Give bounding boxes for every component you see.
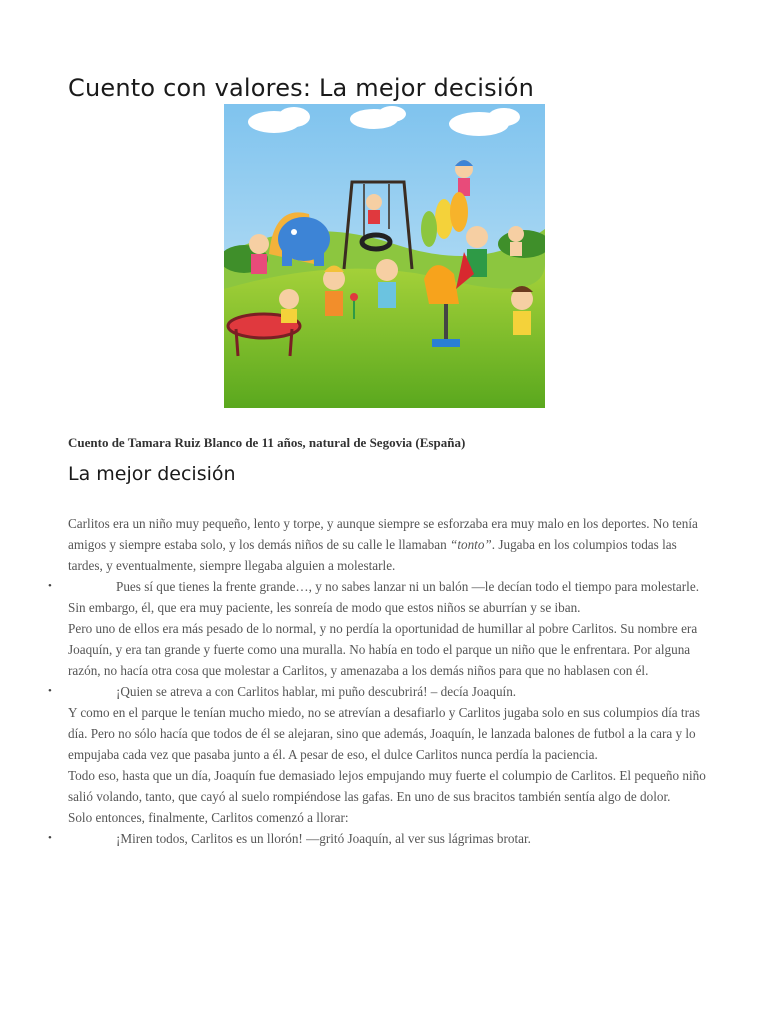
dialogue-bullet: • ¡Miren todos, Carlitos es un llorón! —gritó Joaquín, al ver sus lágrimas brotar. bbox=[68, 828, 708, 849]
story-paragraph: Todo eso, hasta que un día, Joaquín fue demasiado lejos empujando muy fuerte el columpio de Carlitos. El pequeño niño salió volando, tanto, que cayó al suelo rompiéndose las gafas. En uno de sus bracitos también sentía algo de dolor. bbox=[68, 768, 706, 804]
dialogue-bullet: • ¡Quien se atreva a con Carlitos hablar, mi puño descubrirá! – decía Joaquín. bbox=[68, 681, 708, 702]
story-paragraph bbox=[68, 513, 708, 576]
paragraph-text: Carlitos era un niño muy pequeño, lento y torpe, y aunque siempre se esforzaba era muy malo en los deportes. No tenía amigos y siempre estaba solo, y los demás niños de su calle le llamaban bbox=[68, 516, 698, 552]
story-paragraph: Pero uno de ellos era más pesado de lo normal, y no perdía la oportunidad de humillar al pobre Carlitos. Su nombre era Joaquín, y era tan grande y fuerte como una muralla. No había en todo el parque un niño que le enfrentara. Por alguna razón, no hacía otra cosa que molestar a Carlitos, y amenazaba a los demás niños para que no hablasen con él. bbox=[68, 621, 698, 678]
story-byline: Cuento de Tamara Ruiz Blanco de 11 años, natural de Segovia (España) bbox=[68, 435, 466, 450]
story-paragraph: Sin embargo, él, que era muy paciente, les sonreía de modo que estos niños se aburrían y se iban. bbox=[68, 600, 581, 615]
dialogue-bullet: • Pues sí que tienes la frente grande…, y no sabes lanzar ni un balón —le decían todo el tiempo para molestarle. bbox=[68, 576, 708, 597]
playground-illustration bbox=[224, 104, 545, 408]
story-subtitle: La mejor decisión bbox=[68, 463, 236, 485]
emphasis-text: “tonto” bbox=[449, 537, 492, 552]
story-body bbox=[68, 513, 708, 849]
story-paragraph: Solo entonces, finalmente, Carlitos comenzó a llorar: bbox=[68, 810, 349, 825]
document-title: Cuento con valores: La mejor decisión bbox=[68, 74, 535, 102]
story-paragraph: Y como en el parque le tenían mucho miedo, no se atrevían a desafiarlo y Carlitos jugaba solo en sus columpios día tras día. Pero no sólo hacía que todos de él se alejaran, sino que además, Joaquín, le lanzada balones de futbol a la cara y lo empujaba cada vez que pasaba junto a él. A pesar de eso, el dulce Carlitos nunca perdía la paciencia. bbox=[68, 705, 700, 762]
paragraph-text: . Jugaba en los columpios todas las tardes, y eventualmente, siempre llegaba alguien a molestarle. bbox=[68, 537, 677, 573]
